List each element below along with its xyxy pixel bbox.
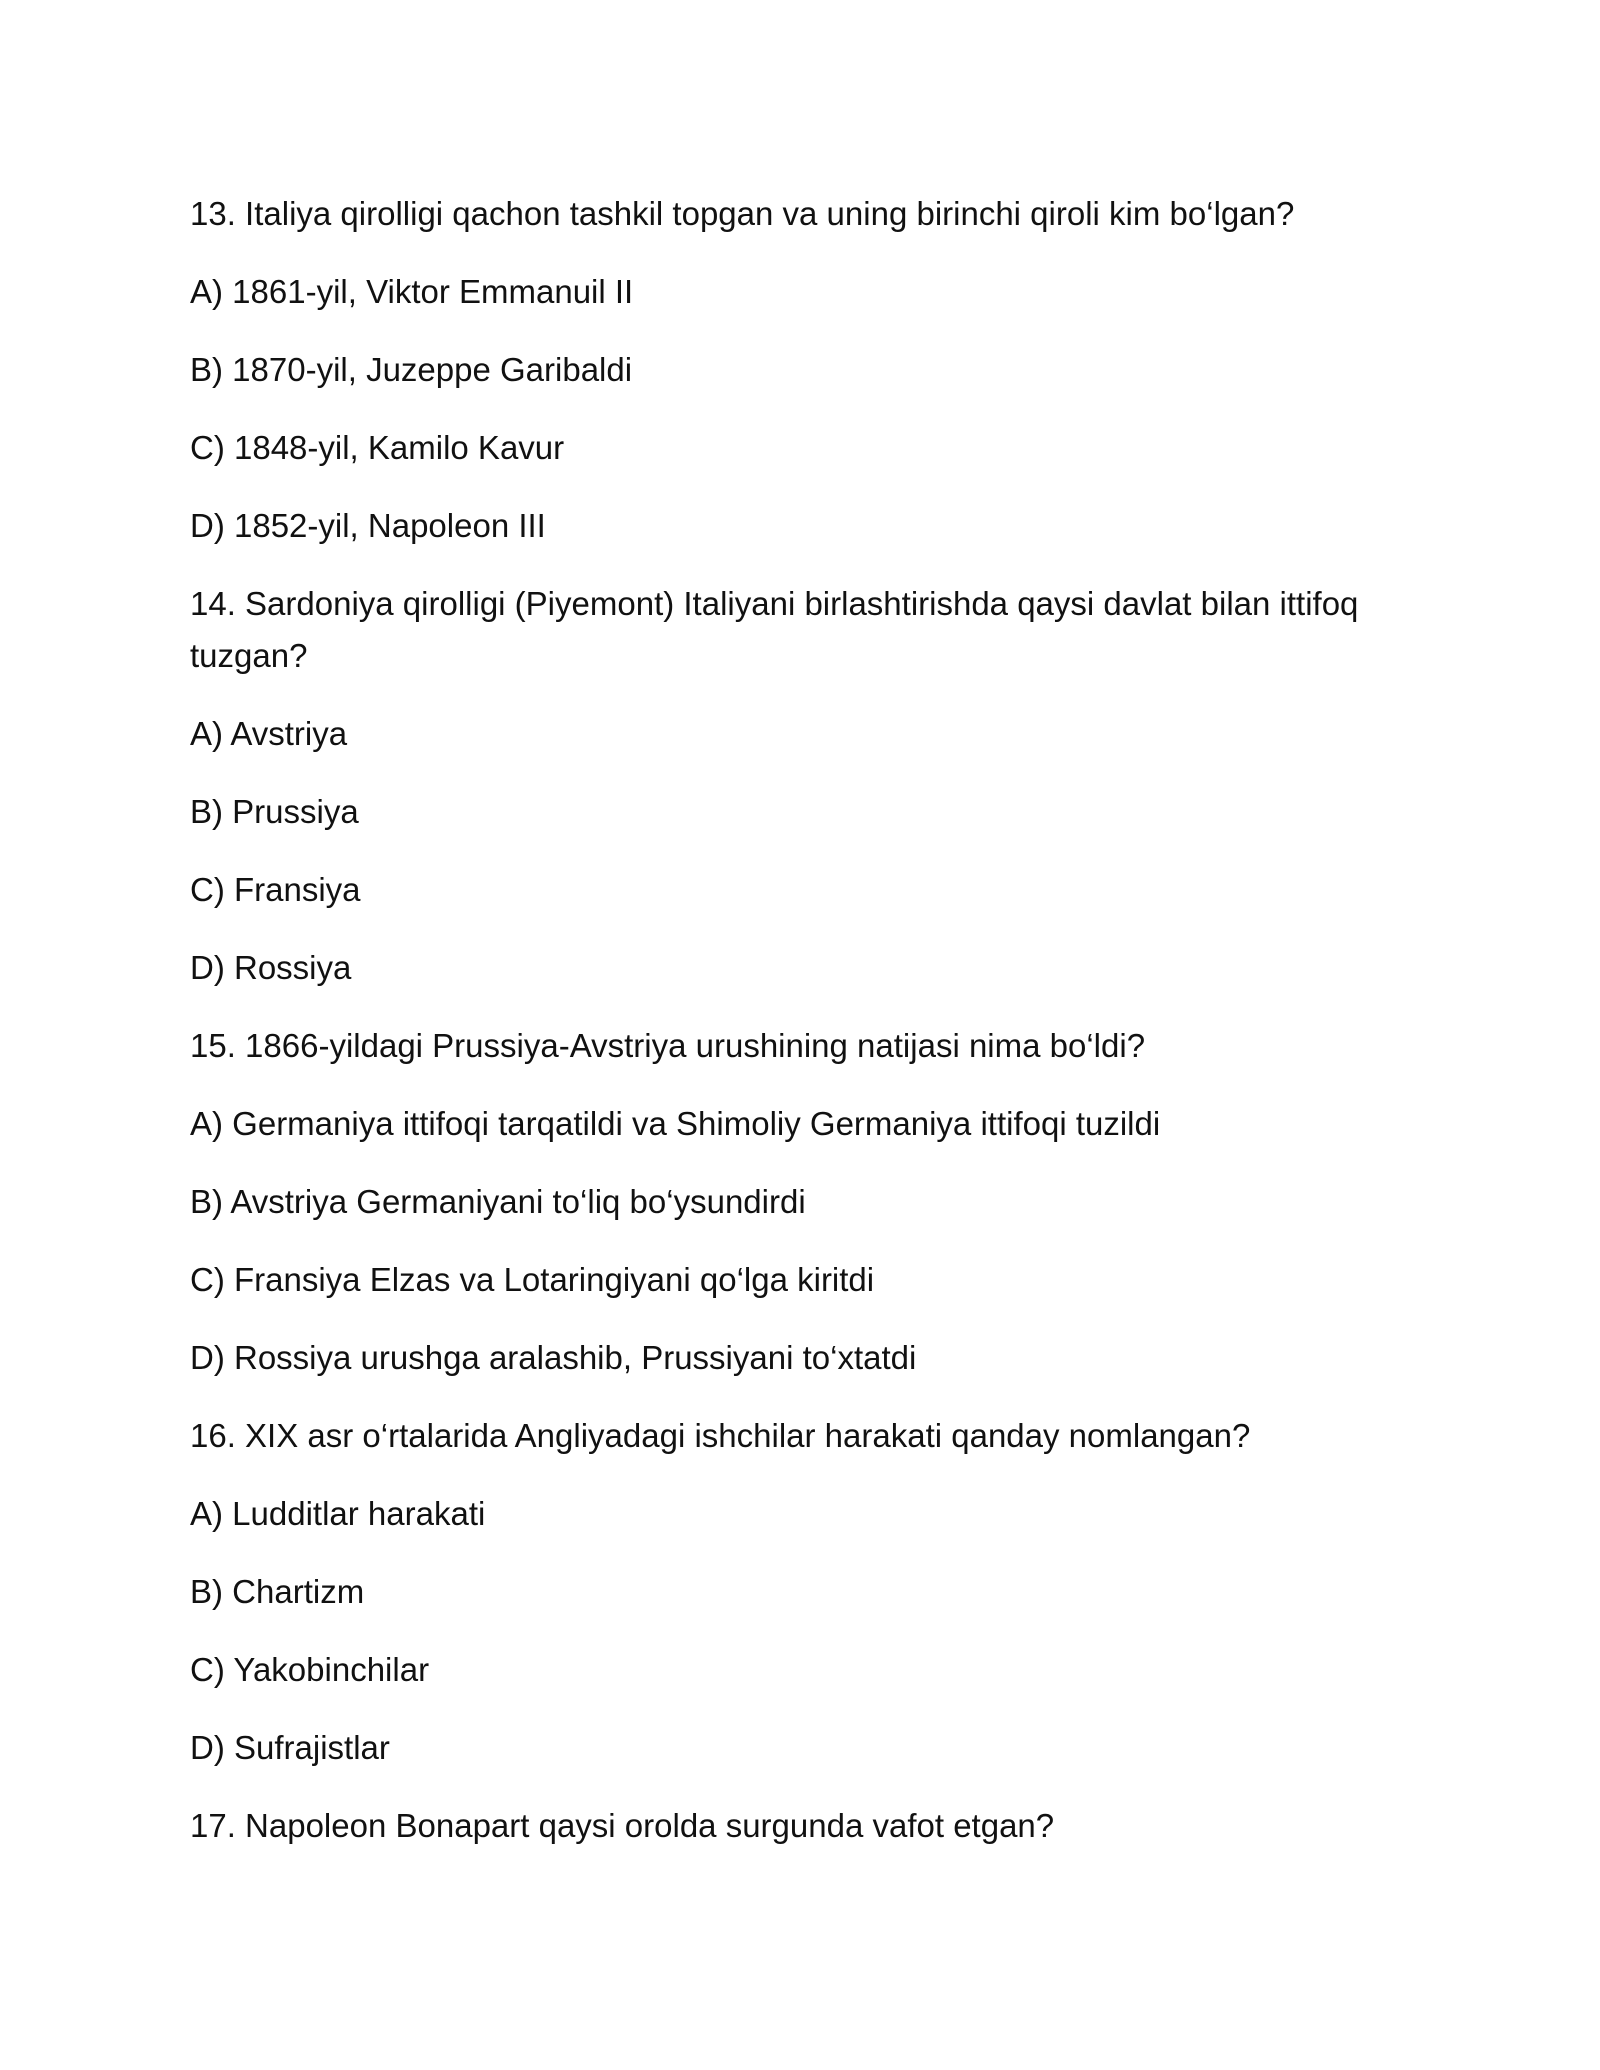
question-13	[190, 188, 1430, 552]
option-c: C) Fransiya	[190, 871, 361, 908]
option-d: D) 1852-yil, Napoleon III	[190, 507, 546, 544]
option-a: A) Avstriya	[190, 715, 348, 752]
option-a: A) Germaniya ittifoqi tarqatildi va Shimoliy Germaniya ittifoqi tuzildi	[190, 1105, 1161, 1142]
option-b: B) Prussiya	[190, 793, 359, 830]
option-b: B) Chartizm	[190, 1573, 365, 1610]
option-c: C) 1848-yil, Kamilo Kavur	[190, 429, 565, 466]
option-d: D) Rossiya	[190, 949, 352, 986]
option-d: D) Sufrajistlar	[190, 1729, 390, 1766]
option-c: C) Yakobinchilar	[190, 1651, 430, 1688]
option-a: A) Ludditlar harakati	[190, 1495, 486, 1532]
option-b: B) Avstriya Germaniyani to‘liq bo‘ysundirdi	[190, 1183, 806, 1220]
question-text: 15. 1866-yildagi Prussiya-Avstriya urushining natijasi nima bo‘ldi?	[190, 1027, 1146, 1064]
question-17	[190, 1800, 1430, 1852]
question-text: 17. Napoleon Bonapart qaysi orolda surgunda vafot etgan?	[190, 1807, 1055, 1844]
option-d: D) Rossiya urushga aralashib, Prussiyani to‘xtatdi	[190, 1339, 917, 1376]
question-16	[190, 1410, 1430, 1774]
option-c: C) Fransiya Elzas va Lotaringiyani qo‘lga kiritdi	[190, 1261, 875, 1298]
option-a: A) 1861-yil, Viktor Emmanuil II	[190, 273, 634, 310]
question-text: 16. XIX asr o‘rtalarida Angliyadagi ishchilar harakati qanday nomlangan?	[190, 1417, 1251, 1454]
option-b: B) 1870-yil, Juzeppe Garibaldi	[190, 351, 633, 388]
document-page	[190, 188, 1430, 1878]
question-text: 13. Italiya qirolligi qachon tashkil topgan va uning birinchi qiroli kim bo‘lgan?	[190, 195, 1295, 232]
question-14	[190, 578, 1430, 994]
question-text: 14. Sardoniya qirolligi (Piyemont) Italiyani birlashtirishda qaysi davlat bilan ittifoq tuzgan?	[190, 585, 1359, 674]
question-15	[190, 1020, 1430, 1384]
